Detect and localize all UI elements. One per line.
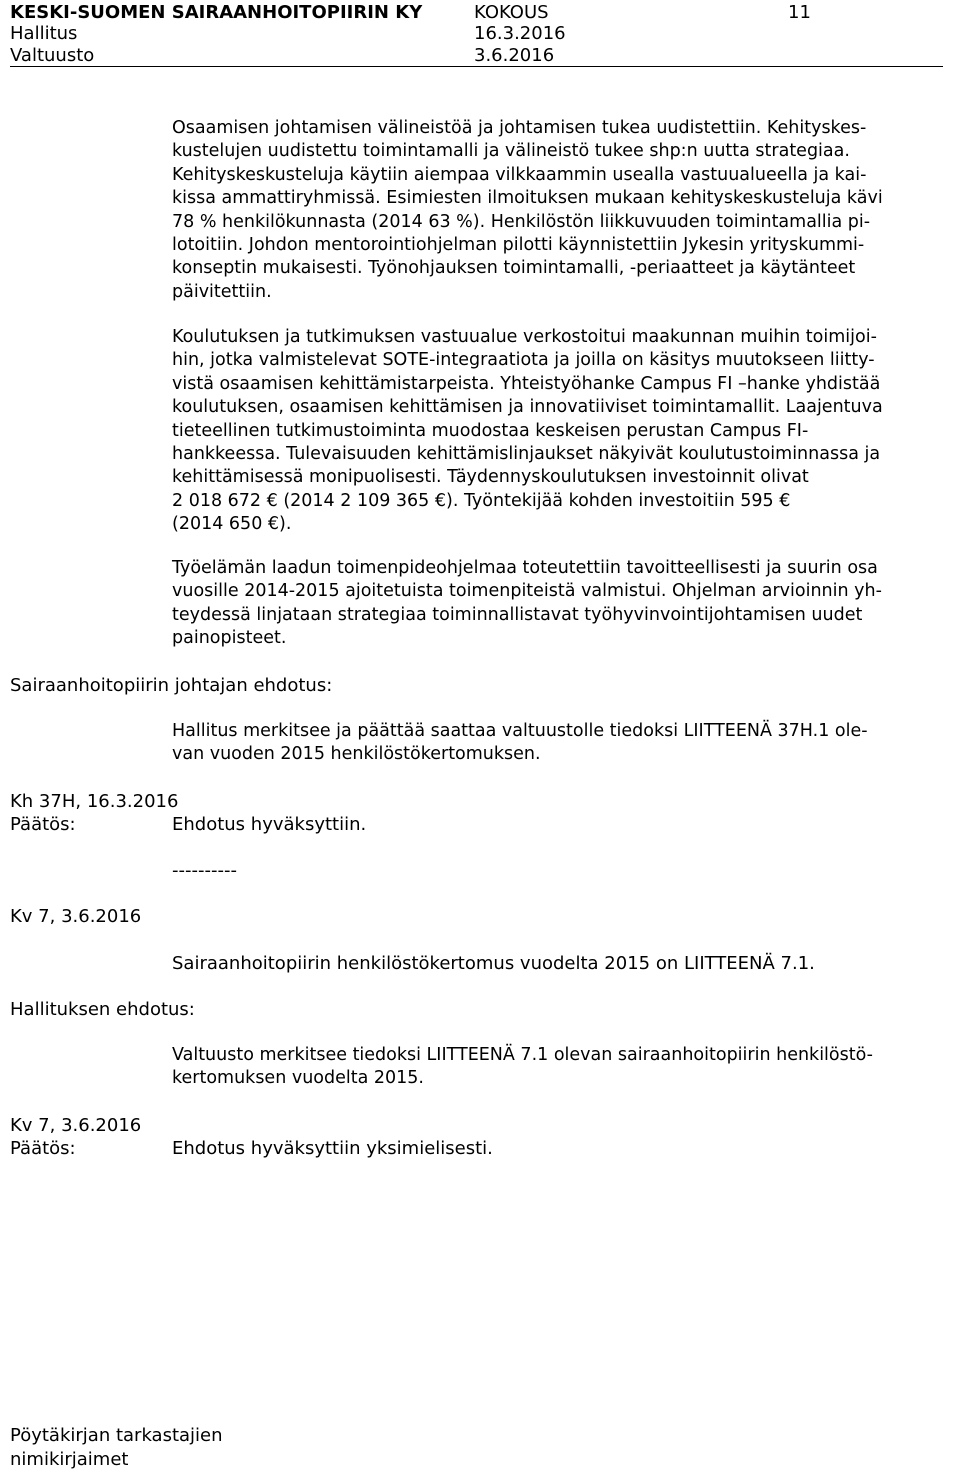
header-divider [10,66,943,67]
kv-decision-text: Ehdotus hyväksyttiin yksimielisesti. [172,1138,493,1159]
text-line: lotoitiin. Johdon mentorointiohjelman pilotti käynnistettiin Jykesin yrityskummi- [172,235,865,256]
text-line: teydessä linjataan strategiaa toiminnallistavat työhyvinvointijohtamisen uudet [172,604,863,625]
text-line: koulutuksen, osaamisen kehittämisen ja innovatiiviset toimintamallit. Laajentuva [172,397,883,418]
text-line: Valtuusto merkitsee tiedoksi LIITTEENÄ 7.1 olevan sairaanhoitopiirin henkilöstö- [172,1045,873,1065]
text-line: 2 018 672 € (2014 2 109 365 €). Työntekijää kohden investoitiin 595 € [172,490,791,511]
kh-reference: Kh 37H, 16.3.2016 [10,791,179,812]
footer-line: nimikirjaimet [10,1449,129,1470]
text-line: van vuoden 2015 henkilöstökertomuksen. [172,744,541,765]
kh-decision-label: Päätös: [10,814,76,835]
footer-signature-note [10,1424,223,1472]
header-date-hallitus: 16.3.2016 [474,23,566,44]
proposal-label: Sairaanhoitopiirin johtajan ehdotus: [10,675,333,696]
board-proposal-label: Hallituksen ehdotus: [10,999,195,1020]
text-line: kertomuksen vuodelta 2015. [172,1068,424,1089]
footer-line: Pöytäkirjan tarkastajien [10,1425,223,1446]
text-line: Osaamisen johtamisen välineistöä ja johtamisen tukea uudistettiin. Kehityskes- [172,118,867,138]
text-line: kissa ammattiryhmissä. Esimiesten ilmoituksen mukaan kehityskeskusteluja kävi [172,188,883,209]
separator: ---------- [172,860,237,881]
text-line: hin, jotka valmistelevat SOTE-integraatiota ja joilla on käsitys muutokseen liitty- [172,350,875,371]
text-line: hankkeessa. Tulevaisuuden kehittämislinjaukset näkyivät koulutustoiminnassa ja [172,444,881,465]
text-line: painopisteet. [172,628,287,649]
text-line: vuosille 2014-2015 ajoitetuista toimenpiteistä valmistui. Ohjelman arvioinnin yh- [172,581,882,602]
header-body-hallitus: Hallitus [10,23,78,44]
text-line: vistä osaamisen kehittämistarpeista. Yhteistyöhanke Campus FI –hanke yhdistää [172,373,881,394]
text-line: (2014 650 €). [172,514,292,535]
document-type: KOKOUS [474,2,549,23]
text-line: päivitettiin. [172,281,272,302]
paragraph-osaamisen-johtaminen [172,117,956,304]
board-proposal-text [172,1044,956,1091]
page-number: 11 [788,2,811,23]
text-line: Työelämän laadun toimenpideohjelmaa toteutettiin tavoitteellisesti ja suurin osa [172,558,878,578]
kv-reference: Kv 7, 3.6.2016 [10,906,142,927]
header-body-valtuusto: Valtuusto [10,45,95,66]
kv-decision-label: Päätös: [10,1138,76,1159]
text-line: Kehityskeskusteluja käytiin aiempaa vilkkaammin usealla vastuualueella ja kai- [172,164,867,185]
proposal-text [172,720,956,767]
paragraph-koulutus-tutkimus [172,326,956,537]
text-line: kustelujen uudistettu toimintamalli ja välineistö tukee shp:n uutta strategiaa. [172,141,850,162]
text-line: Hallitus merkitsee ja päättää saattaa valtuustolle tiedoksi LIITTEENÄ 37H.1 ole- [172,721,868,741]
text-line: tieteellinen tutkimustoiminta muodostaa keskeisen perustan Campus FI- [172,420,809,441]
text-line: konseptin mukaisesti. Työnohjauksen toimintamalli, -periaatteet ja käytänteet [172,258,856,279]
kv-reference-decision: Kv 7, 3.6.2016 [10,1115,142,1136]
kv-intro-text: Sairaanhoitopiirin henkilöstökertomus vuodelta 2015 on LIITTEENÄ 7.1. [172,953,815,974]
paragraph-tyoelaman-laatu [172,557,956,651]
organization-name: KESKI-SUOMEN SAIRAANHOITOPIIRIN KY [10,2,423,23]
kh-decision-text: Ehdotus hyväksyttiin. [172,814,367,835]
text-line: Koulutuksen ja tutkimuksen vastuualue verkostoitui maakunnan muihin toimijoi- [172,327,877,347]
header-date-valtuusto: 3.6.2016 [474,45,555,66]
text-line: kehittämisessä monipuolisesti. Täydennyskoulutuksen investoinnit olivat [172,467,809,488]
text-line: 78 % henkilökunnasta (2014 63 %). Henkilöstön liikkuvuuden toimintamallia pi- [172,211,871,232]
